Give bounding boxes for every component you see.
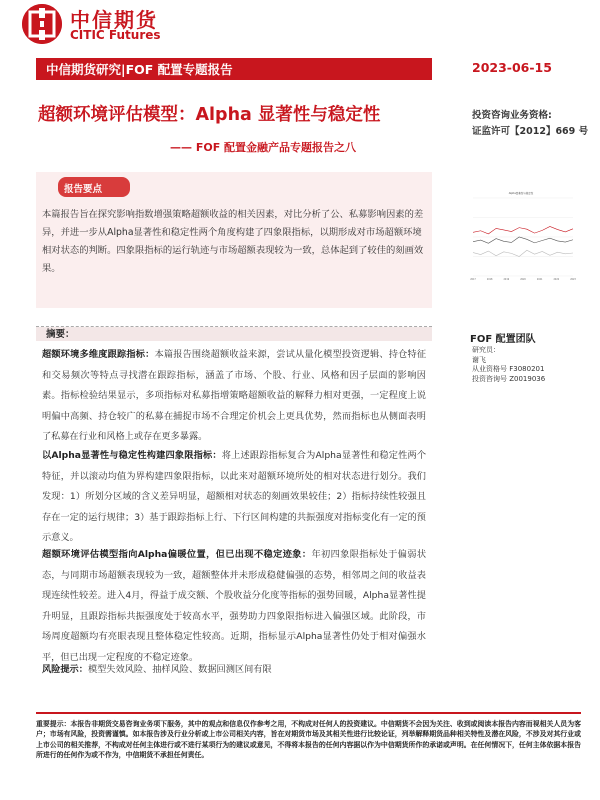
paragraph-2-text: 将上述跟踪指标复合为Alpha显著性和稳定性两个特征，并以滚动均值为界构建四象限指标，以此来对超额环境所处的相对状态进行划分。我们发现：1）所划分区域的含义差异明显，超额相对状态的刻画效果较佳；2）指标持续性较强且存在一定的运行规律；3）基于跟踪指标上行、下行区间构建的共振强度对指标变化有一定的预示意义。 bbox=[42, 450, 427, 543]
risk-warning bbox=[42, 660, 426, 681]
chart-x-tick-label: 2022 bbox=[553, 278, 560, 281]
paragraph-3-lead: 超额环境评估模型指向Alpha偏暖位置，但已出现不稳定迹象： bbox=[42, 549, 312, 560]
team-role: 研究员： bbox=[472, 346, 500, 354]
paragraph-1-lead: 超额环境多维度跟踪指标： bbox=[42, 349, 155, 360]
chart-x-tick-label: 2017 bbox=[470, 278, 476, 281]
chart-x-tick-label: 2018 bbox=[486, 278, 493, 281]
qualification-block bbox=[472, 108, 588, 140]
paragraph-1-text: 本篇报告围绕超额收益来源，尝试从量化模型投资逻辑、持仓特征和交易频次等特点寻找潜在跟踪指标，涵盖了市场、个股、行业、风格和因子层面的影响因素。指标检验结果显示，多项指标对私募指增策略超额收益的解释力相对更强，一定程度上说明偏中高频、持仓较广的私募在捕捉市场不合理定价机会上更具优势，然而指标也从侧面表明了私募在行业和风格上或存在更多暴露。 bbox=[42, 349, 427, 442]
team-cert-1: 从业资格号 F3080201 bbox=[472, 365, 545, 373]
chart-x-tick-label: 2019 bbox=[503, 278, 510, 281]
summary-text: 本篇报告旨在探究影响指数增强策略超额收益的相关因素，对比分析了公、私募影响因素的差异，并进一步从Alpha显著性和稳定性两个角度构建了四象限指标，以期形成对市场超额环境相对状态的判断。四象限指标的运行轨迹与市场超额表现较为一致，总体起到了较佳的刻画效果。 bbox=[42, 209, 424, 274]
qualification-line2: 证监许可【2012】669 号 bbox=[472, 126, 589, 137]
report-title: 超额环境评估模型：Alpha 显著性与稳定性 bbox=[38, 105, 381, 125]
team-member-name: 谢飞 bbox=[472, 355, 486, 364]
team-heading: FOF 配置团队 bbox=[470, 334, 536, 345]
abstract-paragraph-2 bbox=[42, 446, 426, 549]
chart-x-tick-label: 2023 bbox=[570, 278, 576, 281]
report-date: 2023-06-15 bbox=[472, 60, 552, 75]
abstract-paragraph-3 bbox=[42, 545, 426, 668]
abstract-divider bbox=[36, 326, 432, 327]
chart-x-tick-label: 2020 bbox=[520, 278, 526, 281]
summary-tab-label: 报告要点 bbox=[64, 184, 103, 195]
report-subtitle: —— FOF 配置金融产品专题报告之八 bbox=[170, 141, 357, 154]
disclaimer-divider bbox=[36, 712, 581, 714]
paragraph-2-lead: 以Alpha显著性与稳定性构建四象限指标： bbox=[42, 450, 222, 461]
logo-english-name: CITIC Futures bbox=[70, 28, 161, 42]
disclaimer-text: 重要提示：本报告非期货交易咨询业务项下服务，其中的观点和信息仅作参考之用，不构成对任何人的投资建议。中信期货不会因为关注、收到或阅读本报告内容而视相关人员为客户；市场有风险，投资需谨慎。如本报告涉及行业分析或上市公司相关内容，旨在对期货市场及其相关性进行比较论证，列举解释期货品种相关特性及潜在风险，不涉及对其行业或上市公司的相关推荐，不构成对任何主体进行或不进行某项行为的建议或意见，不得将本报告的任何内容据以作为中信期货所作的承诺或声明。在任何情况下，任何主体依据本报告所进行的任何作为或不作为，中信期货不承担任何责任。 bbox=[36, 720, 581, 759]
abstract-heading: 摘要： bbox=[46, 329, 75, 340]
report-series-label: 中信期货研究|FOF 配置专题报告 bbox=[46, 62, 233, 77]
team-cert-2: 投资咨询号 Z0019036 bbox=[472, 374, 546, 383]
risk-lead: 风险提示： bbox=[42, 664, 88, 675]
alpha-chart bbox=[465, 188, 577, 286]
qualification-line1: 投资咨询业务资格: bbox=[472, 110, 552, 121]
team-info bbox=[472, 346, 545, 384]
citic-emblem-icon bbox=[22, 4, 62, 44]
logo-emblem bbox=[22, 4, 62, 44]
abstract-header-band bbox=[36, 327, 432, 341]
chart-title: Alpha显著性与稳定性 bbox=[508, 192, 534, 195]
chart-x-tick-label: 2021 bbox=[536, 278, 543, 281]
abstract-paragraph-1 bbox=[42, 345, 426, 448]
paragraph-3-text: 年初四象限指标处于偏弱状态，与同期市场超额表现较为一致，超额整体并未形成稳健偏强的态势，相邻周之间的收益表现连续性较差。进入4月，得益于成交额、个股收益分化度等指标的强势回暖，Alpha显著性提升明显，且跟踪指标共振强度处于较高水平，强势助力四象限指标进入偏强区域。此阶段，市场周度超额均有亮眼表现且整体稳定性较高。近期，指标显示Alpha显著性仍处于相对偏强水平，但已出现一定程度的不稳定迹象。 bbox=[42, 549, 427, 663]
logo-chinese-name: 中信期货 bbox=[70, 8, 158, 32]
risk-text: 模型失效风险、抽样风险、数据回测区间有限 bbox=[87, 664, 272, 675]
